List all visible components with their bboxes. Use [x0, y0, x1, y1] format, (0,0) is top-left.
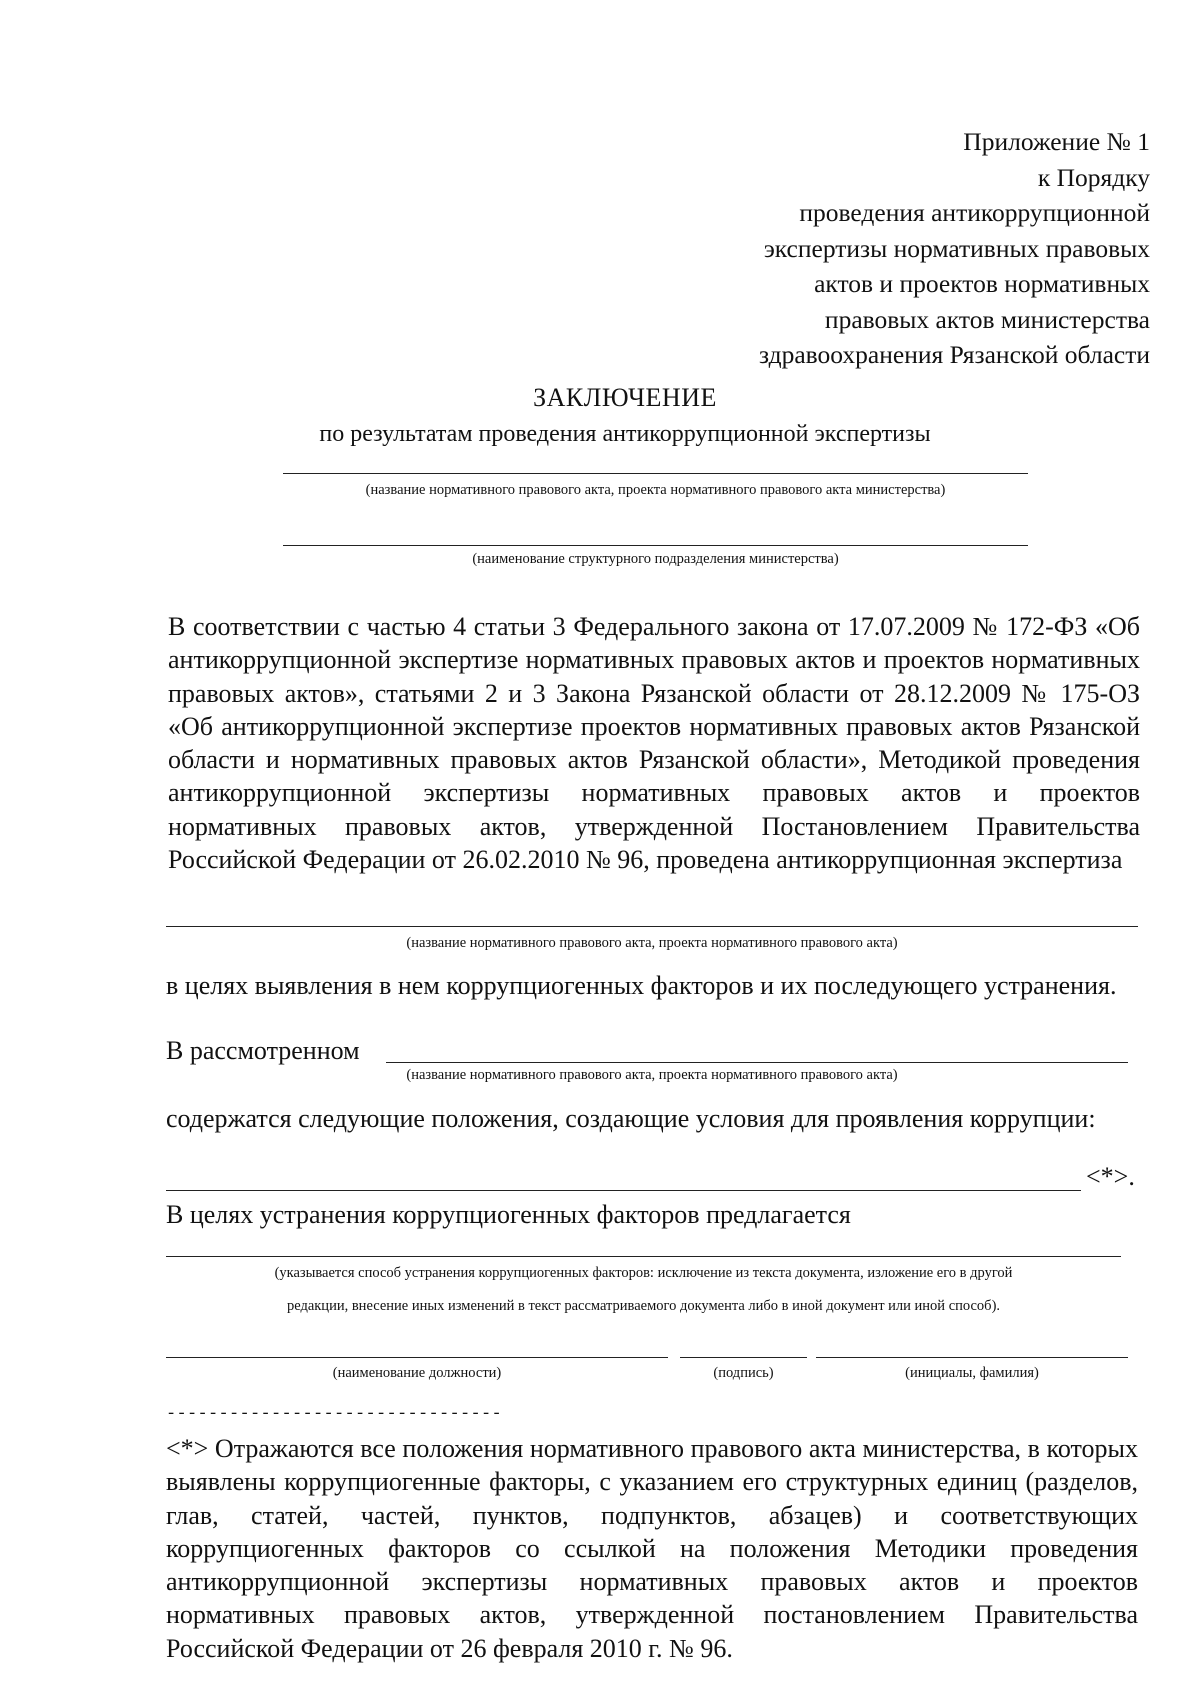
- footnote-mark: <*>.: [1086, 1162, 1135, 1191]
- appendix-line: экспертизы нормативных правовых: [763, 233, 1150, 263]
- initials-field-line[interactable]: [816, 1357, 1128, 1358]
- document-subtitle: по результатам проведения антикоррупционной экспертизы: [319, 421, 931, 447]
- appendix-line: Приложение № 1: [963, 127, 1150, 156]
- position-field-line[interactable]: [166, 1357, 668, 1358]
- appendix-header: [550, 124, 1150, 373]
- act-name-field-line[interactable]: [283, 473, 1028, 474]
- act-name-ministry-hint: (название нормативного правового акта, проекта нормативного правового акта министерства): [365, 482, 946, 498]
- signature-field-line[interactable]: [680, 1357, 807, 1358]
- act-name-field-line-1[interactable]: [166, 926, 1138, 927]
- act-name-hint-1: (название нормативного правового акта, проекта нормативного правового акта): [406, 935, 898, 951]
- signature-hint: (подпись): [713, 1365, 774, 1381]
- document-title: ЗАКЛЮЧЕНИЕ: [533, 383, 717, 412]
- appendix-line: к Порядку: [1037, 162, 1150, 192]
- reviewed-act-field-line[interactable]: [386, 1062, 1128, 1063]
- position-hint: (наименование должности): [332, 1365, 502, 1381]
- act-name-hint-2: (название нормативного правового акта, проекта нормативного правового акта): [406, 1067, 898, 1083]
- footnote-text: <*> Отражаются все положения нормативного правового акта министерства, в которых выявлены коррупциогенные факторы, с указанием его структурных единиц (разделов, глав, статей, частей, пунктов, подпунктов, абзацев) и соответствующих коррупциогенных факторов со ссылкой на положения Методики проведения антикоррупционной экспертизы нормативных правовых актов и проектов нормативных правовых актов, утвержденной постановлением Правительства Российской Федерации от 26 февраля 2010 г. № 96.: [166, 1434, 1138, 1663]
- appendix-line: правовых актов министерства: [824, 304, 1150, 334]
- intro-paragraph: В соответствии с частью 4 статьи 3 Федерального закона от 17.07.2009 № 172-ФЗ «Об антикоррупционной экспертизе нормативных правовых актов и проектов нормативных правовых актов», статьями 2 и 3 Закона Рязанской области от 28.12.2009 № 175-ОЗ «Об антикоррупционной экспертизе проектов нормативных правовых актов Рязанской области и нормативных правовых актов Рязанской области», Методикой проведения антикоррупционной экспертизы нормативных правовых актов и проектов нормативных правовых актов, утвержденной Постановлением Правительства Российской Федерации от 26.02.2010 № 96, проведена антикоррупционная экспертиза: [168, 612, 1140, 875]
- initials-hint: (инициалы, фамилия): [905, 1365, 1039, 1381]
- provisions-field-line[interactable]: [166, 1190, 1081, 1191]
- appendix-line: здравоохранения Рязанской области: [759, 340, 1150, 369]
- footnote-separator: --------------------------------: [166, 1405, 503, 1424]
- reviewed-label: В рассмотренном: [166, 1036, 360, 1065]
- elimination-method-hint-1: (указывается способ устранения коррупциогенных факторов: исключение из текста документа, изложение его в другой: [274, 1265, 1013, 1281]
- division-name-hint: (наименование структурного подразделения министерства): [472, 551, 839, 567]
- appendix-line: проведения антикоррупционной: [799, 198, 1150, 227]
- proposal-text: В целях устранения коррупциогенных факторов предлагается: [166, 1200, 851, 1229]
- purpose-paragraph: в целях выявления в нем коррупциогенных факторов и их последующего устранения.: [166, 971, 1117, 1000]
- division-name-field-line[interactable]: [283, 545, 1028, 546]
- elimination-method-hint-2: редакции, внесение иных изменений в текст рассматриваемого документа либо в иной документ или иной способ).: [286, 1298, 1001, 1314]
- appendix-line: актов и проектов нормативных: [814, 269, 1150, 298]
- elimination-method-field-line[interactable]: [166, 1256, 1121, 1257]
- contains-paragraph: содержатся следующие положения, создающие условия для проявления коррупции:: [166, 1104, 1096, 1133]
